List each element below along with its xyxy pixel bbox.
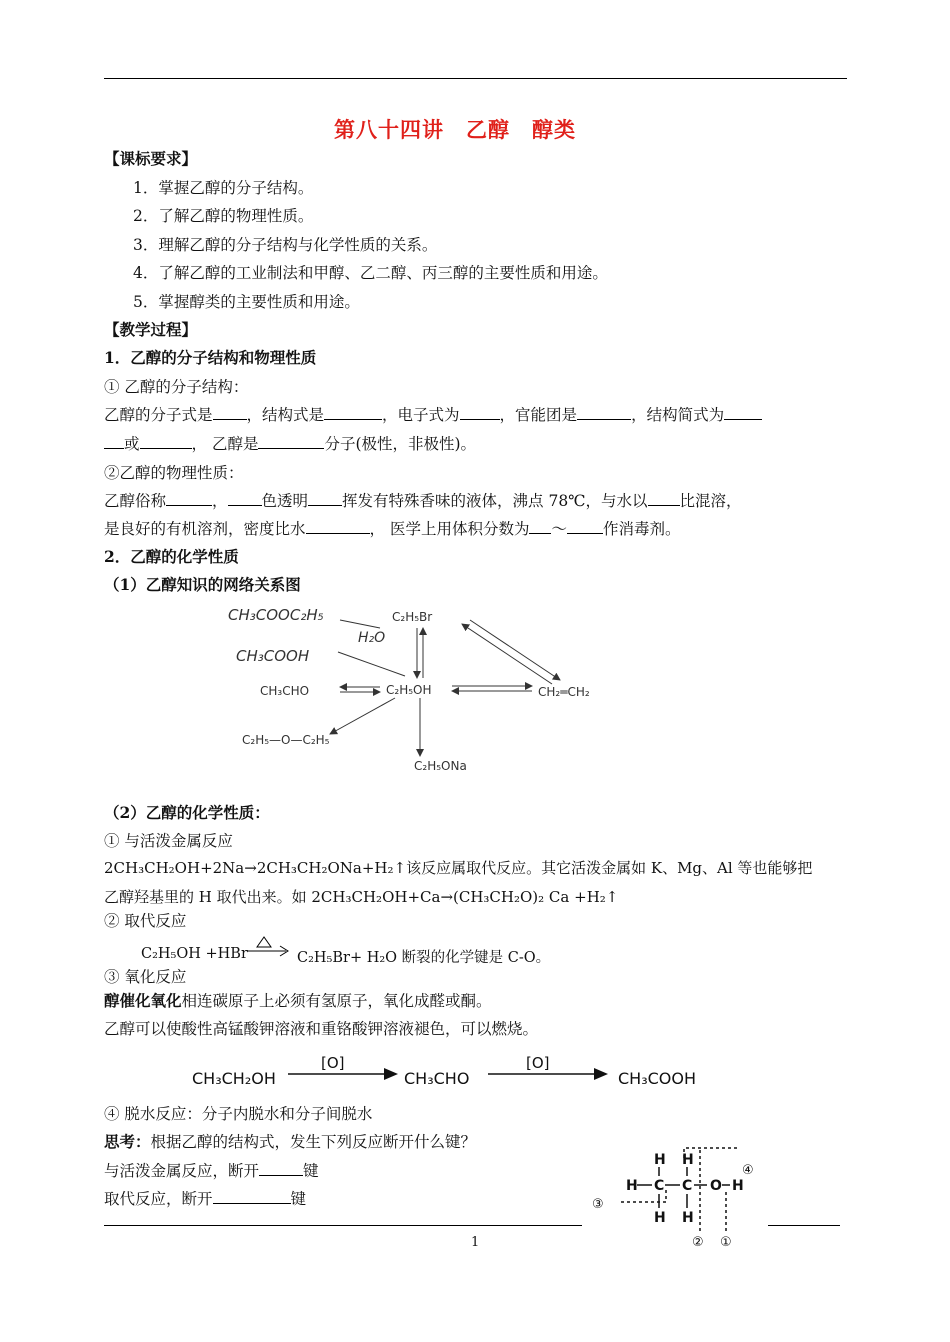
svg-text:C: C (654, 1178, 665, 1194)
ox-label-1: [O] (321, 1054, 345, 1072)
blank (259, 1161, 303, 1176)
bond-label-4: ④ (742, 1163, 754, 1178)
svg-text:H: H (682, 1210, 694, 1226)
bottom-rule-left (104, 1225, 582, 1226)
bond-label-2: ② (692, 1235, 704, 1250)
reaction-1-line-b: 乙醇羟基里的 H 取代出来。如 2CH₃CH₂OH+Ca→(CH₃CH₂O)₂ Ca +H₂↑ (104, 888, 619, 906)
node-bromide: C₂H₅Br (392, 610, 433, 624)
fill-line-physical-2: 是良好的有机溶剂，密度比水 ， 医学上用体积分数为 ～ 作消毒剂。 (104, 520, 681, 538)
fill-line-polarity: 或 ， 乙醇是 分子(极性，非极性)。 (104, 432, 476, 454)
blank (228, 491, 262, 506)
blank (213, 405, 247, 420)
svg-text:H: H (654, 1210, 666, 1226)
blank (648, 491, 680, 506)
blank (258, 434, 324, 449)
node-sodium: C₂H₅ONa (414, 759, 467, 773)
page-title: 第八十四讲 乙醇 醇类 (334, 117, 576, 142)
section-process: 【教学过程】 (104, 320, 198, 339)
blank (577, 405, 631, 420)
heat-arrow-icon (246, 929, 292, 957)
ethanol-bond-diagram (588, 1146, 770, 1256)
reaction-3-line-a: 醇催化氧化相连碳原子上必须有氢原子，氧化成醛或酮。 (104, 991, 492, 1010)
svg-text:O: O (710, 1178, 722, 1194)
node-ethanol: C₂H₅OH (386, 683, 432, 697)
req-item: 3．理解乙醇的分子结构与化学性质的关系。 (133, 236, 438, 254)
blank (324, 405, 382, 420)
blank (724, 405, 762, 420)
node-ethylene: CH₂═CH₂ (538, 685, 590, 699)
blank (460, 405, 500, 420)
blank (166, 491, 212, 506)
page-number: 1 (471, 1235, 480, 1250)
sub-structure: ① 乙醇的分子结构： (104, 378, 249, 396)
node-acid: CH₃COOH (236, 647, 310, 665)
bottom-rule-right (768, 1225, 840, 1226)
heading-2a: （1）乙醇知识的网络关系图 (104, 575, 301, 594)
blank (567, 519, 603, 534)
blank (213, 1189, 291, 1204)
heading-1: 1．乙醇的分子结构和物理性质 (104, 348, 317, 367)
reaction-2-left: C₂H₅OH +HBr (141, 946, 248, 962)
question-2: 取代反应，断开 键 (104, 1190, 307, 1208)
reaction-3-line-b: 乙醇可以使酸性高锰酸钾溶液和重铬酸钾溶液褪色，可以燃烧。 (104, 1020, 539, 1038)
fill-line-structure: 乙醇的分子式是 ，结构式是 ，电子式为 ，官能团是 ，结构简式为 (104, 403, 762, 425)
bond-label-3: ③ (592, 1197, 604, 1212)
req-item: 4．了解乙醇的工业制法和甲醇、乙二醇、丙三醇的主要性质和用途。 (133, 264, 608, 282)
reaction-2-right: C₂H₅Br+ H₂O 断裂的化学键是 C-O。 (297, 950, 551, 966)
req-item: 2．了解乙醇的物理性质。 (133, 207, 314, 225)
ethanol-network-diagram (220, 598, 650, 783)
node-ester: CH₃COOC₂H₅ (228, 606, 324, 624)
req-item: 1．掌握乙醇的分子结构。 (133, 179, 314, 197)
node-aldehyde: CH₃CHO (260, 684, 310, 698)
ox-aldehyde: CH₃CHO (404, 1069, 470, 1088)
heading-2: 2．乙醇的化学性质 (104, 547, 239, 566)
node-water: H₂O (358, 630, 386, 646)
ox-label-2: [O] (526, 1054, 550, 1072)
blank (529, 519, 551, 534)
reaction-4-label: ④ 脱水反应：分子内脱水和分子间脱水 (104, 1105, 373, 1123)
svg-text:H: H (654, 1152, 666, 1168)
reaction-1-line-a: 2CH₃CH₂OH+2Na→2CH₃CH₂ONa+H₂↑该反应属取代反应。其它活泼金属如 K、Mg、Al 等也能够把 (104, 859, 813, 877)
top-rule (104, 78, 847, 79)
svg-text:C: C (682, 1178, 693, 1194)
ox-acid: CH₃COOH (618, 1069, 697, 1088)
oxidation-chain (190, 1048, 720, 1093)
svg-text:H: H (626, 1178, 638, 1194)
req-item: 5．掌握醇类的主要性质和用途。 (133, 293, 360, 311)
blank (306, 519, 370, 534)
bond-label-1: ① (720, 1235, 732, 1250)
question-1: 与活泼金属反应，断开 键 (104, 1162, 319, 1180)
blank (104, 434, 124, 449)
svg-text:H: H (732, 1178, 744, 1194)
svg-text:H: H (682, 1152, 694, 1168)
reaction-3-label: ③ 氧化反应 (104, 968, 187, 986)
reaction-2-label: ② 取代反应 (104, 912, 187, 930)
sub-physical: ②乙醇的物理性质： (104, 464, 244, 482)
think-line: 思考：根据乙醇的结构式，发生下列反应断开什么键？ (104, 1132, 477, 1151)
node-ether: C₂H₅—O—C₂H₅ (242, 733, 330, 747)
heading-2b: （2）乙醇的化学性质： (104, 803, 270, 822)
blank (140, 434, 192, 449)
blank (308, 491, 342, 506)
ox-ethanol: CH₃CH₂OH (192, 1069, 276, 1088)
reaction-1-label: ① 与活泼金属反应 (104, 832, 233, 850)
section-requirements: 【课标要求】 (104, 149, 198, 168)
fill-line-physical-1: 乙醇俗称 ， 色透明 挥发有特殊香味的液体，沸点 78℃，与水以 比混溶， (104, 492, 742, 510)
